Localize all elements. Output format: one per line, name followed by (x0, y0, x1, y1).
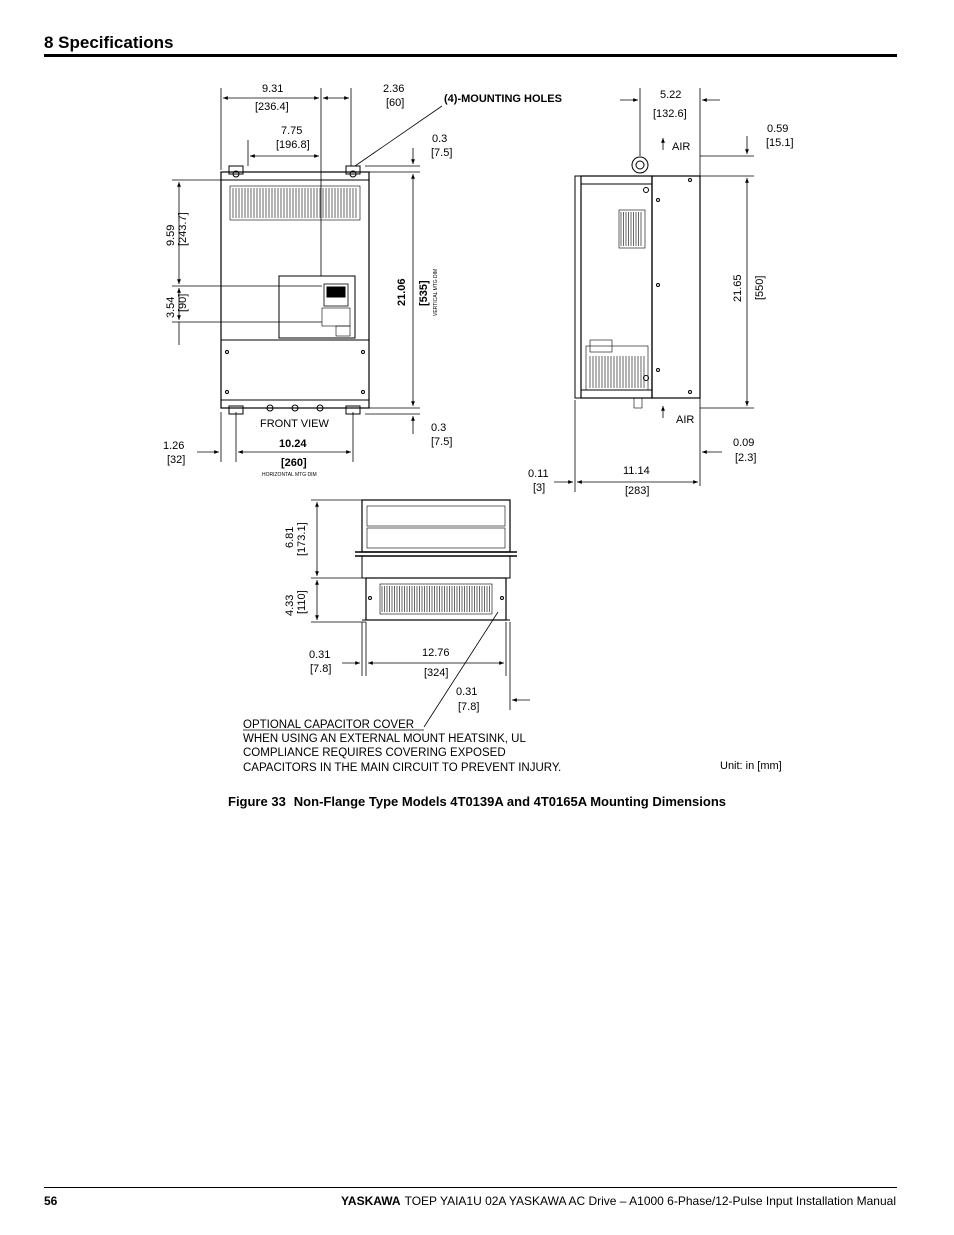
footer-rule (44, 1187, 897, 1188)
dim-6-81-mm: [173.1] (296, 522, 308, 556)
side-view (575, 157, 700, 408)
footer-manual-title (341, 1194, 896, 1208)
heatsink-view (355, 500, 517, 620)
heatsink-view-labels (284, 522, 479, 713)
dim-11-14-mm: [283] (625, 485, 650, 497)
side-view-labels (528, 89, 794, 497)
dim-6-81: 6.81 (284, 526, 296, 548)
dim-21-65-mm: [550] (754, 275, 766, 300)
dim-4-33: 4.33 (284, 594, 296, 616)
heatsink-fins (382, 586, 490, 612)
capacitor-note-line4: CAPACITORS IN THE MAIN CIRCUIT TO PREVENT INJURY. (243, 762, 562, 774)
dim-3-54-mm: [90] (177, 293, 189, 312)
dim-0-31-right-mm: [7.8] (458, 701, 480, 713)
dim-top-0-3-mm: [7.5] (431, 147, 453, 159)
section-title: 8 Specifications (44, 33, 174, 52)
dim-9-31-mm: [236.4] (255, 101, 289, 113)
footer-title: TOEP YAIA1U 02A YASKAWA AC Drive – A1000 6-Phase/12-Pulse Input Installation Manual (404, 1194, 896, 1208)
front-vent-slats (233, 188, 356, 218)
dim-top-0-3: 0.3 (432, 133, 448, 145)
dim-0-11: 0.11 (528, 468, 549, 480)
capacitor-note (243, 719, 561, 774)
dim-9-59-mm: [243.7] (177, 212, 189, 246)
dim-21-06: 21.06 (396, 278, 408, 306)
figure-caption-text: Non-Flange Type Models 4T0139A and 4T0165A Mounting Dimensions (293, 794, 726, 809)
dim-2-36-mm: [60] (386, 97, 405, 109)
figure-number: Figure 33 (228, 794, 286, 809)
air-label-top: AIR (672, 141, 691, 153)
capacitor-note-line1: OPTIONAL CAPACITOR COVER (243, 719, 415, 731)
dim-1-26: 1.26 (163, 440, 185, 452)
front-view-label: FRONT VIEW (260, 418, 329, 430)
dim-bottom-0-3: 0.3 (431, 422, 447, 434)
dim-0-59-mm: [15.1] (766, 137, 794, 149)
heatsink-view-dimensions (311, 500, 530, 727)
side-view-dimensions (554, 88, 757, 492)
vertical-mtg-dim-label: VERTICAL MTG DIM (433, 268, 439, 316)
dim-5-22: 5.22 (660, 89, 682, 101)
horizontal-mtg-dim-label: HORIZONTAL MTG DIM (262, 472, 317, 478)
capacitor-note-line2: WHEN USING AN EXTERNAL MOUNT HEATSINK, UL (243, 733, 526, 745)
front-view-labels (163, 83, 562, 478)
side-vent-slats (590, 212, 644, 388)
dim-0-31-left: 0.31 (309, 649, 331, 661)
dim-0-31-right: 0.31 (456, 686, 478, 698)
dim-0-09: 0.09 (733, 437, 755, 449)
dim-2-36: 2.36 (383, 83, 405, 95)
capacitor-note-line3: COMPLIANCE REQUIRES COVERING EXPOSED (243, 747, 506, 759)
dim-0-59: 0.59 (767, 123, 789, 135)
dim-3-54: 3.54 (165, 296, 177, 318)
dim-1-26-mm: [32] (167, 454, 186, 466)
dim-21-65: 21.65 (732, 274, 744, 302)
dim-4-33-mm: [110] (296, 590, 308, 614)
dim-11-14: 11.14 (623, 465, 650, 477)
dim-bottom-0-3-mm: [7.5] (431, 436, 453, 448)
dim-0-09-mm: [2.3] (735, 452, 757, 464)
dim-12-76: 12.76 (422, 647, 450, 659)
dim-12-76-mm: [324] (424, 667, 449, 679)
dim-21-06-mm: [535] (418, 280, 430, 306)
dim-0-11-mm: [3] (533, 482, 546, 494)
dim-9-59: 9.59 (165, 224, 177, 246)
dim-9-31: 9.31 (262, 83, 284, 95)
dim-10-24-mm: [260] (281, 457, 307, 469)
dim-10-24: 10.24 (279, 438, 307, 450)
figure-caption (0, 794, 954, 809)
air-label-bottom: AIR (676, 414, 695, 426)
page-number: 56 (44, 1194, 58, 1208)
unit-label: Unit: in [mm] (720, 760, 782, 772)
dim-5-22-mm: [132.6] (653, 108, 687, 120)
mounting-holes-label: (4)-MOUNTING HOLES (444, 93, 562, 105)
footer-brand: YASKAWA (341, 1194, 401, 1208)
dim-7-75-mm: [196.8] (276, 139, 310, 151)
dim-7-75: 7.75 (281, 125, 303, 137)
dim-0-31-left-mm: [7.8] (310, 663, 332, 675)
